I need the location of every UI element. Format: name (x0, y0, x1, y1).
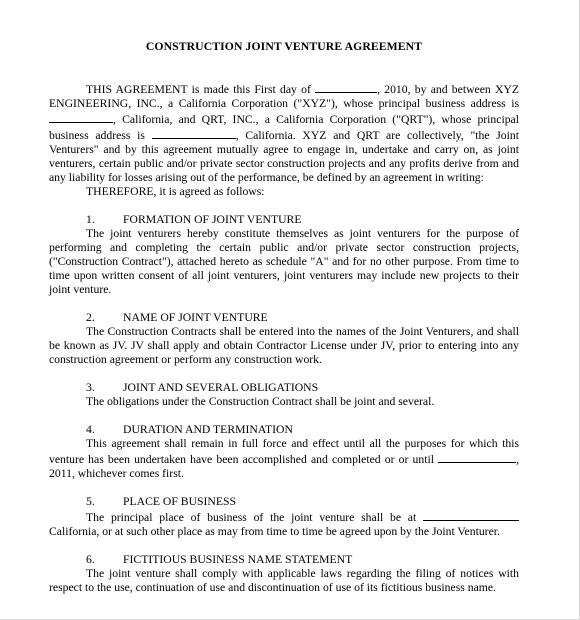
therefore-paragraph: THEREFORE, it is agreed as follows: (86, 185, 265, 198)
section-heading-fictitious (49, 553, 519, 567)
section-body-formation: The joint venturers hereby constitute themselves as joint venturers for the purpose of performing and completing the certain public and/or private sector construction projects, ("Construction Contract"), attached hereto as schedule "A" and for no other purpose. From time to time upon written consent of all joint venturers, joint venturers may include new projects to their joint venture. (49, 227, 519, 296)
section-body-fictitious: The joint venture shall comply with applicable laws regarding the filing of notices with respect to the use, continuation of use and discontinuation of use of its fictitious business name. (49, 567, 519, 594)
section-heading-duration (49, 423, 519, 437)
section-number: 4. (86, 423, 95, 436)
intro-text-1: THIS AGREEMENT is made this First day of (86, 83, 316, 96)
place-text-1: The principal place of business of the joint venture shall be at (86, 511, 423, 524)
termination-date-blank-line[interactable] (438, 451, 516, 463)
section-title: JOINT AND SEVERAL OBLIGATIONS (123, 381, 319, 394)
section-number: 2. (86, 311, 95, 324)
intro-text-3: , California, and QRT, INC., a California Corporation ("QRT"), whose principal business address is (49, 113, 519, 142)
agreement-document (49, 40, 519, 595)
section-body-duration (49, 437, 519, 481)
date-blank-line[interactable] (315, 81, 377, 93)
section-heading-obligations (49, 381, 519, 395)
section-body-obligations: The obligations under the Construction Contract shall be joint and several. (86, 395, 435, 408)
intro-text-4: , California. XYZ and QRT are collectively, "the Joint Venturers" and by this agreement mutually agree to engage in, undertake and carry on, as joint venturers, certain public and/or private sector construction projects and any profits derive from and any liability for losses arising out of the performance, be defined by an agreement in writing: (49, 129, 519, 184)
section-number: 6. (86, 553, 95, 566)
section-number: 1. (86, 213, 95, 226)
section-title: PLACE OF BUSINESS (123, 495, 237, 508)
document-title: CONSTRUCTION JOINT VENTURE AGREEMENT (145, 40, 423, 53)
intro-text-2: , 2010, by and between XYZ ENGINEERING, INC., a California Corporation ("XYZ"), whose principal business address is (49, 83, 519, 110)
xyz-address-blank-line[interactable] (49, 111, 113, 123)
section-heading-place (49, 495, 519, 509)
section-title: NAME OF JOINT VENTURE (123, 311, 268, 324)
section-title: FORMATION OF JOINT VENTURE (123, 213, 302, 226)
intro-paragraph (49, 81, 519, 185)
section-heading-name (49, 311, 519, 325)
section-body-place (49, 509, 519, 539)
section-number: 3. (86, 381, 95, 394)
qrt-address-blank-line[interactable] (152, 127, 236, 139)
section-body-name: The Construction Contracts shall be entered into the names of the Joint Venturers, and shall be known as JV. JV shall apply and obtain Contractor License under JV, prior to entering into any construction agreement or perform any construction work. (49, 325, 519, 366)
duration-text-1: This agreement shall remain in full force and effect until all the purposes for which this venture has been undertaken have been accomplished and completed or or until (49, 437, 519, 466)
business-address-blank-line[interactable] (423, 509, 519, 521)
duration-text-2: , 2011, whichever comes first. (49, 453, 519, 480)
section-number: 5. (86, 495, 95, 508)
place-text-2: California, or at such other place as may from time to time be agreed upon by the Joint Venturer. (49, 525, 500, 538)
section-title: FICTITIOUS BUSINESS NAME STATEMENT (123, 553, 353, 566)
section-title: DURATION AND TERMINATION (123, 423, 293, 436)
section-heading-formation (49, 213, 519, 227)
